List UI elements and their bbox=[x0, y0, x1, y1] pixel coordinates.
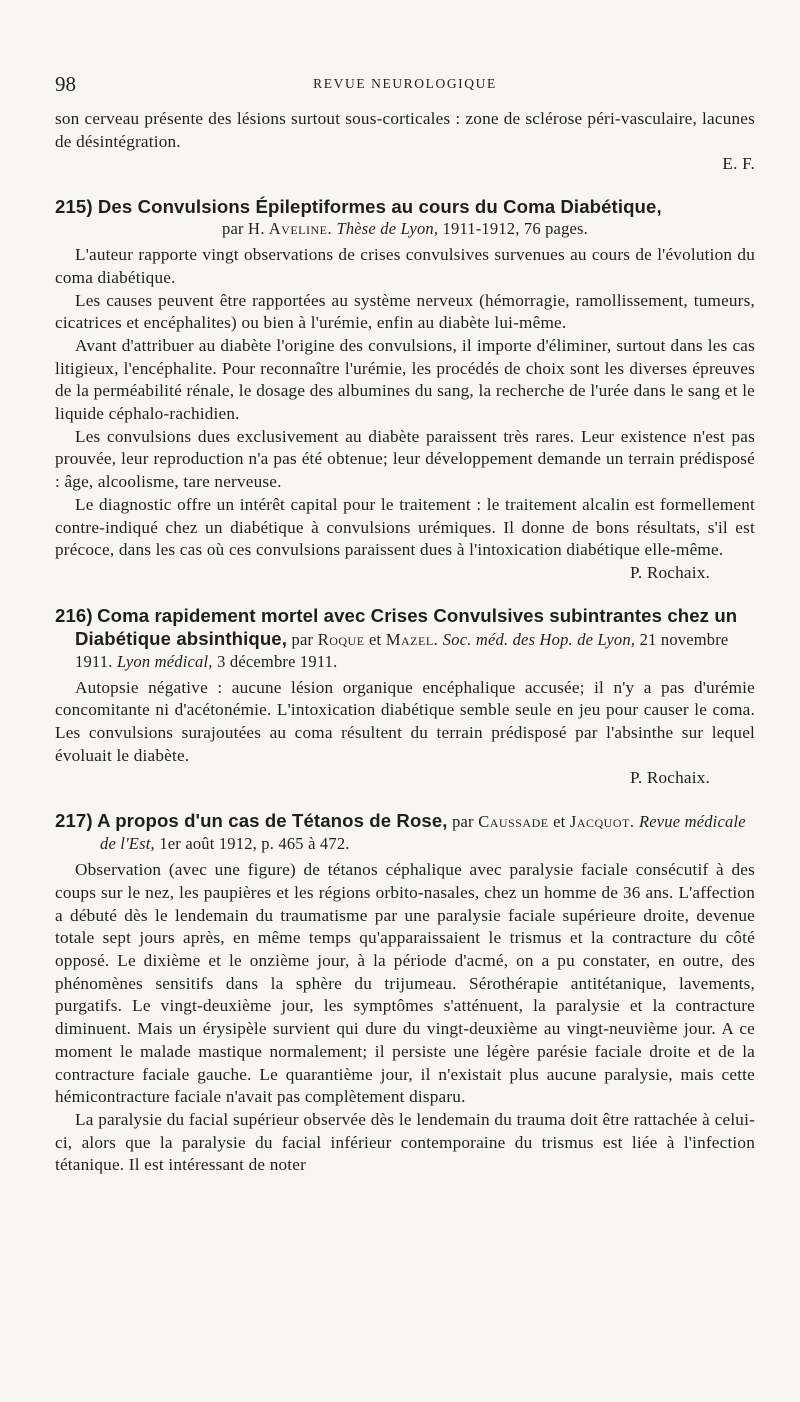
article-215-author: H. Aveline. bbox=[248, 219, 333, 239]
article-216-title-text: Coma rapidement mortel avec Crises Convulsives subintrantes chez un Diabétique absinthique, bbox=[75, 604, 738, 649]
article-216-journal: Lyon médical, bbox=[117, 651, 213, 671]
ref-par: par bbox=[452, 812, 474, 832]
article-217-journal-date: 1er août 1912, p. 465 à 472. bbox=[159, 834, 350, 854]
article-215-number: 215) bbox=[55, 196, 93, 218]
ref-par: par bbox=[222, 219, 244, 239]
article-217-title-text: A propos d'un cas de Tétanos de Rose, bbox=[97, 810, 448, 832]
article-217-title bbox=[55, 810, 755, 855]
article-215-paragraph-4: Les convulsions dues exclusivement au diabète paraissent très rares. Leur existence n'est pas prouvée, leur reproduction n'a pas été obtenue; leur développement demande un terrain prédisposé : âge, alcoolisme, tare nerveuse. bbox=[55, 426, 755, 492]
article-217-journal: Revue médicale de l'Est, bbox=[100, 812, 746, 854]
article-216-signature: P. Rochaix. bbox=[629, 768, 710, 788]
article-216-paragraph-1: Autopsie négative : aucune lésion organique encéphalique accusée; il n'y a pas d'urémie concomitante ni d'acétonémie. L'intoxication diabétique semble seule en jeu pour causer le coma. Les convulsions surajoutées au coma résultent du terrain prédisposé par l'absinthe sur lequel évoluait le diabète. bbox=[55, 677, 755, 765]
article-217-paragraph-1: Observation (avec une figure) de tétanos céphalique avec paralysie faciale consécutif à des coups sur le nez, les paupières et les régions orbito-nasales, chez un homme de 36 ans. L'affection a débuté dès le lendemain du traumatisme par une paralysie faciale supérieure droite, devenue totale sept jours après, en même temps qu'apparaissaient le trismus et la contracture du côté opposé. Le dixième et le onzième jour, à la période d'acmé, on a pu constater, en outre, des phénomènes sensitifs dans la sphère du trijumeau. Sérothérapie antitétanique, lavements, purgatifs. Le vingt-deuxième jour, les symptômes s'atténuent, la paralysie et la contracture diminuent. Mais un érysipèle survient qui dure du vingt-deuxième au vingt-neuvième jour. A ce moment le malade mastique normalement; il persiste une légère parésie faciale droite et de la contracture faciale gauche. Le quarantième jour, il n'existait plus aucune paralysie, mais cette hémicontracture faciale n'avait pas complètement disparu. bbox=[55, 860, 755, 1107]
article-215-paragraph-5: Le diagnostic offre un intérêt capital pour le traitement : le traitement alcalin est formellement contre-indiqué chez un diabétique à convulsions urémiques. Il donne de bons résultats, s'il est précoce, dans les cas où ces convulsions paraissent dues à l'intoxication diabétique elle-même. bbox=[55, 494, 755, 560]
article-217-number: 217) bbox=[55, 810, 93, 832]
article-215-heading bbox=[55, 196, 755, 240]
article-216-title bbox=[55, 605, 755, 673]
page-header bbox=[55, 72, 755, 96]
article-216-date: 21 novembre 1911. bbox=[75, 629, 729, 671]
article-216-journal-date: 3 décembre 1911. bbox=[217, 651, 338, 671]
article-216-heading bbox=[55, 605, 755, 673]
article-216-author-1: Roque bbox=[317, 629, 365, 649]
article-215-paragraph-1: L'auteur rapporte vingt observations de crises convulsives survenues au cours de l'évolution du coma diabétique. bbox=[55, 245, 755, 287]
article-217-author-2: Jacquot. bbox=[569, 812, 635, 832]
article-217-author-1: Caussade bbox=[478, 812, 549, 832]
article-216-author-2: Mazel. bbox=[385, 629, 439, 649]
article-217-heading bbox=[55, 810, 755, 855]
intro-paragraph: son cerveau présente des lésions surtout sous-corticales : zone de sclérose péri-vasculaire, lacunes de désintégration. bbox=[55, 109, 755, 151]
article-215-paragraph-3: Avant d'attribuer au diabète l'origine des convulsions, il importe d'éliminer, surtout dans les cas litigieux, l'encéphalite. Pour reconnaître l'urémie, les procédés de choix sont les diverses épreuves de la perméabilité rénale, le dosage des albumines du sang, la recherche de l'urée dans le sang et le liquide céphalo-rachidien. bbox=[55, 335, 755, 424]
article-216-society: Soc. méd. des Hop. de Lyon, bbox=[442, 629, 636, 649]
article-215-paragraph-2: Les causes peuvent être rapportées au système nerveux (hémorragie, ramollissement, tumeurs, cicatrices et encéphalites) ou bien à l'urémie, enfin au diabète lui-même. bbox=[55, 290, 755, 333]
article-215-reference bbox=[55, 218, 755, 240]
page-number: 98 bbox=[55, 72, 76, 96]
ref-et: et bbox=[553, 812, 566, 832]
ref-par: par bbox=[291, 629, 314, 649]
article-215-title-text: Des Convulsions Épileptiformes au cours du Coma Diabétique, bbox=[97, 196, 662, 218]
article-215-title bbox=[55, 196, 755, 218]
article-217-paragraph-2: La paralysie du facial supérieur observée dès le lendemain du trauma doit être rattachée à celui-ci, alors que la paralysie du facial inférieur contemporaine du trismus est liée à l'infection tétanique. Il est intéressant de noter bbox=[55, 1109, 755, 1175]
article-216-number: 216) bbox=[55, 604, 93, 626]
ref-et: et bbox=[369, 629, 382, 649]
running-title: REVUE NEUROLOGIQUE bbox=[313, 76, 497, 91]
article-215-source-details: 1911-1912, 76 pages. bbox=[442, 219, 588, 239]
intro-signature: E. F. bbox=[722, 154, 755, 174]
article-215-source: Thèse de Lyon, bbox=[336, 219, 439, 239]
article-215-signature: P. Rochaix. bbox=[629, 562, 710, 582]
page-body bbox=[55, 108, 755, 1177]
